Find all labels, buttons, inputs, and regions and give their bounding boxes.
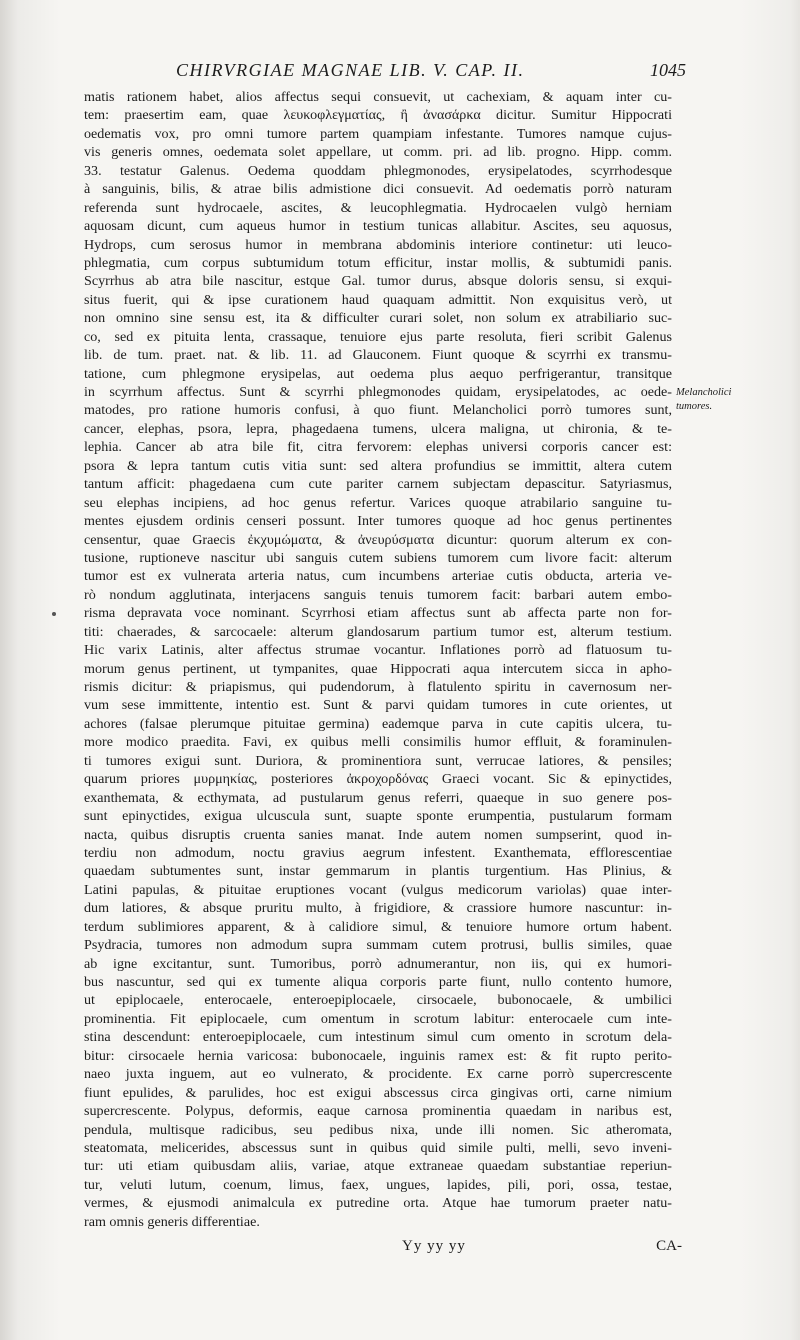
text-line: Hydrops, cum serosus humor in membrana abdominis interiore continetur: uti leuco- — [84, 236, 672, 253]
text-line: nacta, quibus disruptis cruenta sanies manat. Inde autem nomen sumpserint, quod in- — [84, 826, 672, 843]
running-title: CHIRVRGIAE MAGNAE LIB. V. CAP. II. — [176, 60, 525, 80]
text-line: bus nascuntur, sed qui ex tumente aliqua corporis parte fiunt, nullo contento humore, — [84, 974, 672, 990]
text-line: steatomata, melicerides, abscessus sunt in quibus quid simile pulti, melli, sevo inveni- — [84, 1139, 672, 1156]
catchword: CA- — [656, 1238, 682, 1254]
text-line: quarum priores μυρμηκίας, posteriores ἀκροχορδόνας Graeci vocant. Sic & epinyctides, — [84, 771, 672, 788]
text-line: stina descendunt: enteroepiplocaele, cum intestinum simul cum omento in scrotum dela- — [84, 1029, 672, 1046]
body-text — [84, 88, 672, 1231]
text-line: mentes ejusdem ordinis censeri possunt. Inter tumores quoque ad hoc genus pertinentes — [84, 513, 672, 530]
text-line: ab igne excitantur, sunt. Tumoribus, porrò adnumerantur, non iis, qui ex humori- — [84, 955, 672, 972]
text-line: censentur, quae Graecis ἐκχυμώματα, & ἀνευρύσματα dicuntur: quorum alterum ex con- — [84, 531, 672, 548]
text-line: matodes, pro ratione humoris confusi, à quo fiunt. Melancholici porrò tumores sunt, — [84, 402, 672, 419]
text-line: more modico praedita. Favi, ex quibus melli consimilis humor effluit, & foraminulen- — [84, 734, 672, 751]
text-line: tatione, cum phlegmone erysipelas, aut oedema plus aequo perfrigerantur, transitque — [84, 365, 672, 382]
text-line: à sanguinis, bilis, & atrae bilis admistione dici consuevit. Ad oedematis porrò naturam — [84, 181, 672, 198]
page-number: 1045 — [650, 60, 686, 80]
text-line: seu elephas incipiens, ad hoc genus refertur. Varices quoque atrabilario sanguine tu- — [84, 494, 672, 511]
text-line: tur: uti etiam quibusdam aliis, variae, atque extraneae quaedam substantiae reperiun- — [84, 1158, 672, 1175]
text-line: Latini papulas, & pituitae eruptiones vocant (vulgus medicorum variolas) quae inter- — [84, 881, 672, 898]
text-line: exanthemata, & ecthymata, ad pustularum genus referri, quaeque in suo genere pos- — [84, 789, 672, 806]
signature-mark: Yy yy yy — [402, 1238, 466, 1254]
text-line: rò nondum agglutinata, interjacens sanguis tenuis tumorem facit: barbari autem embo- — [84, 586, 672, 603]
text-line: ti tumores exigui sunt. Duriora, & prominentiora sunt, verrucae latiores, & pensiles; — [84, 752, 672, 769]
text-line: fiunt epulides, & parulides, hoc est exigui abscessus circa gingivas orti, carne nimium — [84, 1084, 672, 1101]
marginal-note — [676, 386, 798, 414]
text-line: oedematis vox, pro omni tumore partem quampiam infestante. Tumores namque cujus- — [84, 125, 672, 142]
text-line: lib. de tum. praet. nat. & lib. 11. ad Glauconem. Fiunt quoque & scyrrhi ex transmu- — [84, 347, 672, 364]
text-line: tantum afficit: phagedaena cum cute pariter carnem subjectam depascitur. Satyriasmus, — [84, 476, 672, 493]
text-line: tumor est ex vulnerata arteria natus, cum incumbens arteriae cutis obducta, arteria ve- — [84, 568, 672, 585]
text-line: vum sese immittente, intentio est. Sunt & parvi quidam tumores in cute orientes, ut — [84, 697, 672, 714]
text-line: lephia. Cancer ab atra bile fit, citra fervorem: elephas universi corporis cancer est: — [84, 439, 672, 456]
text-line: Scyrrhus ab atra bile nascitur, estque Gal. tumor durus, absque doloris sensu, si exqui- — [84, 273, 672, 290]
text-line: cancer, elephas, psora, lepra, phagedaena tumens, ulcera maligna, ut chironia, & te- — [84, 420, 672, 437]
text-line: vermes, & ejusmodi animalcula ex putredine orta. Atque hae tumorum praeter natu- — [84, 1195, 672, 1212]
text-line: tur, veluti lutum, coenum, limus, faex, ungues, lapides, pili, pori, ossa, testae, — [84, 1176, 672, 1193]
text-line: 33. testatur Galenus. Oedema quoddam phlegmonodes, erysipelatodes, scyrrhodesque — [84, 162, 672, 179]
text-line: referenda sunt hydrocaele, ascites, & leucophlegmatia. Hydrocaelen vulgò herniam — [84, 199, 672, 216]
text-line: titi: chaerades, & sarcocaele: alterum glandosarum partium tumor est, alterum testium. — [84, 623, 672, 640]
marginal-note-line: Melancholici — [676, 387, 732, 398]
text-line: terdum sublimiores apparent, & à calidiore simul, & tenuiore humore ortum habent. — [84, 918, 672, 935]
text-line: pendula, multisque radicibus, seu pedibus nixa, unde illi nomen. Sic atheromata, — [84, 1121, 672, 1138]
text-line: sunt epinyctides, exigua ulcuscula sunt, suapte sponte erumpentia, pustularum formam — [84, 808, 672, 825]
text-line: tem: praesertim eam, quae λευκοφλεγματίας, ἢ ἀνασάρκα dicitur. Sumitur Hippocrati — [84, 107, 672, 124]
text-line: ram omnis generis differentiae. — [84, 1213, 260, 1230]
text-line: situs fuerit, qui & ipse curationem haud quaquam admittit. Non exquisitus verò, ut — [84, 291, 672, 308]
text-line: dum latiores, & absque pruritu multo, à frigidiore, & crassiore humore nascuntur: in- — [84, 900, 672, 917]
text-line: bitur: cirsocaele hernia varicosa: bubonocaele, inguinis ramex est: & fit rupto perito- — [84, 1047, 672, 1064]
text-line: in scyrrhum affectus. Sunt & scyrrhi phlegmonodes quidam, erysipelatodes, ac oede- — [84, 384, 672, 400]
text-line: quaedam subtumentes sunt, instar gemmarum in plantis turgentium. Has Plinius, & — [84, 863, 672, 880]
text-line: phlegmatia, cum corpus subtumidum totum efficitur, instar mollis, & subtumidi panis. — [84, 254, 672, 271]
page-footer — [84, 1238, 682, 1262]
text-line: achores (falsae plerumque pituitae germina) eademque parva in cute capitis ulcera, tu- — [84, 715, 672, 732]
text-line: Hic varix Latinis, alter affectus strumae vocantur. Inflationes porrò ad flatuosum tu- — [84, 642, 672, 659]
text-line: co, sed ex pituita lenta, crassaque, tenuiore ejus parte resoluta, fieri scribit Galenus — [84, 328, 672, 345]
text-line: matis rationem habet, alios affectus sequi consuevit, ut cachexiam, & aquam inter cu- — [84, 89, 672, 105]
text-line: naeo juxta inguem, aut eo vulnerato, & procidente. Ex carne porrò supercrescente — [84, 1066, 672, 1083]
text-line: rismis dicitur: & priapismus, qui pudendorum, à flatulento spiritu in cavernosum ner- — [84, 679, 672, 695]
text-line: aquosam dicunt, cum aqueus humor in testium tunicas allabitur. Ascites, seu aquosus, — [84, 218, 672, 235]
text-line: risma depravata voce nominant. Scyrrhosi etiam affectus sunt ab affecta parte non for- — [84, 605, 672, 622]
text-line: non omnino sine sensu est, ita & difficulter curari solet, non solum ex atrabiliario suc- — [84, 310, 672, 327]
marginal-note-line: tumores. — [676, 401, 713, 412]
text-line: tusione, ruptioneve nascitur ubi sanguis cutem subiens tumorem cum livore facit: alterum — [84, 549, 672, 566]
text-line: morum genus pertinent, ut tympanites, quae Hippocrati aqua intercutem sicca in apho- — [84, 660, 672, 677]
text-line: supercrescente. Polypus, deformis, eaque carnosa prominentia quaedam in naribus est, — [84, 1103, 672, 1120]
text-line: psora & lepra tantum cutis vitia sunt: sed altera profundius se immittit, altera cutem — [84, 457, 672, 474]
text-line: prominentia. Fit epiplocaele, cum omentum in scrotum labitur: enterocaele cum inte- — [84, 1010, 672, 1027]
text-line: terdiu non admodum, noctu gravius aegrum infestent. Exanthemata, efflorescentiae — [84, 844, 672, 861]
text-line: vis generis omnes, oedemata solet appellare, ut comm. pri. ad lib. progno. Hipp. comm. — [84, 144, 672, 161]
running-head — [86, 60, 686, 88]
margin-dot — [52, 612, 56, 616]
text-line: ut epiplocaele, enterocaele, enteroepiplocaele, cirsocaele, bubonocaele, & umbilici — [84, 992, 672, 1009]
text-line: Psydracia, tumores non admodum supra summam cutem protrusi, bullis similes, quae — [84, 937, 672, 954]
